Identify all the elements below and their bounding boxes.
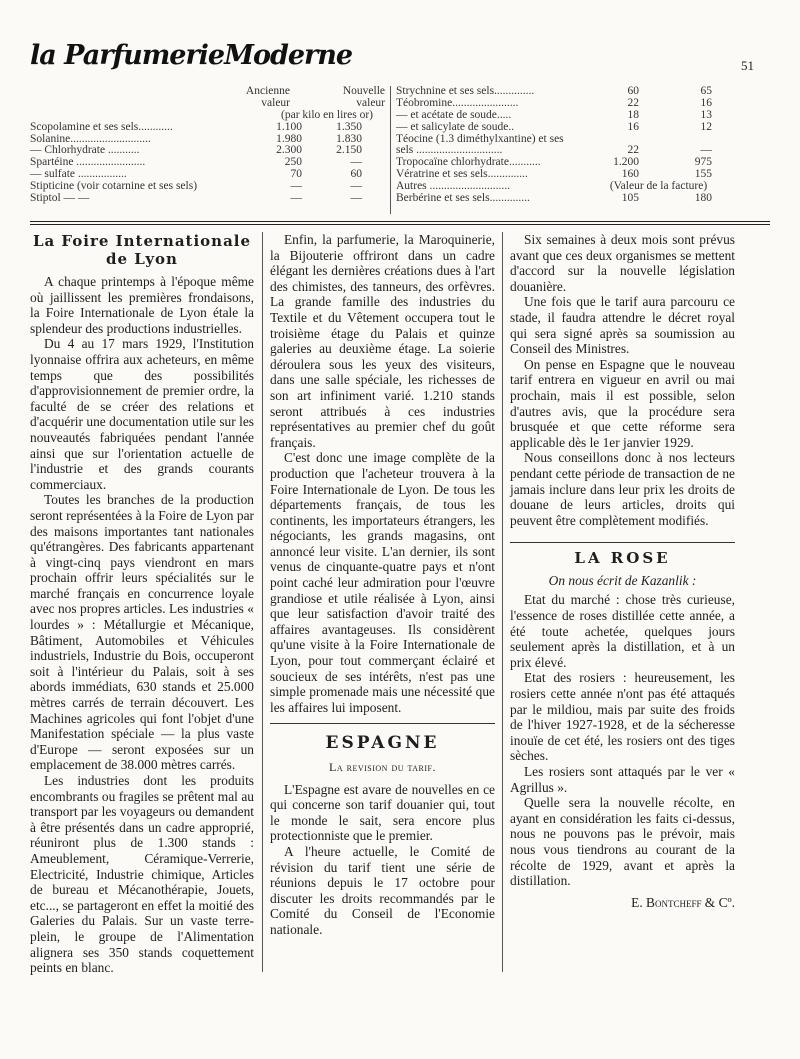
old-value: 1.100 bbox=[276, 120, 302, 133]
new-value: 1.830 bbox=[336, 132, 362, 145]
old-value: 1.980 bbox=[276, 132, 302, 145]
section-divider bbox=[30, 224, 770, 225]
table-row bbox=[396, 98, 716, 110]
table-row bbox=[396, 110, 716, 122]
paragraph: L'Espagne est avare de nouvelles en ce qui concerne son tarif douanier qui, tout le monde le sait, sera encore plus protectionniste que le premier. bbox=[270, 781, 495, 844]
title-line: La Foire Internationale bbox=[32, 232, 252, 250]
paragraph: Les industries dont les produits encombrants ou fragiles se prêtent mal au transport par les voyageurs ou demandent à être présentés dans un cadre approprié, réuniront plus de 1.300 stands : Ameublement, Céramique-Verrerie, Electricité, Industrie chimique, Articles de bureau et Mécanothérapie, Jouets, etc..., se partageront en effet la moitié des Galeries du Palais. Sur un vaste terre-plein, le groupe de l'Alimentation alignera ses 350 stands coquettement peints en blanc. bbox=[30, 773, 254, 976]
old-value: 105 bbox=[621, 192, 639, 205]
column-divider bbox=[502, 232, 503, 972]
old-value: 18 bbox=[627, 108, 639, 121]
product-name: — et acétate de soude..... bbox=[396, 108, 512, 121]
product-name: Tropocaïne chlorhydrate........... bbox=[396, 156, 541, 169]
new-value: 60 bbox=[350, 168, 362, 181]
product-name: Scopolamine et ses sels............ bbox=[30, 120, 173, 133]
table-body bbox=[396, 86, 716, 205]
article-title-foire bbox=[30, 232, 254, 268]
paragraph: Enfin, la parfumerie, la Maroquinerie, la Bijouterie offriront dans un cadre élégant les dernières créations dues à l'art des chimistes, des tanneurs, des orfèvres. La grande famille des industries du Textile et du Vêtement occupera tout le troisième étage du Palais et quinze galeries au deuxième étage. La soierie déroulera sous les yeux des visiteurs, dans une salle spéciale, les richesses de son art infiniment varié. 1.210 stands seront attribués à ces industries représentatives au premier chef du goût français. bbox=[270, 232, 495, 450]
column-1 bbox=[30, 232, 254, 976]
column-3 bbox=[510, 232, 735, 910]
product-name: Téocine (1.3 diméthylxantine) et ses bbox=[396, 132, 564, 145]
header-old-line2: valeur bbox=[261, 96, 290, 109]
new-value: 16 bbox=[700, 96, 712, 109]
section-divider bbox=[30, 221, 770, 222]
new-value: 65 bbox=[700, 85, 712, 97]
product-name: sels .............................. bbox=[396, 144, 503, 157]
table-row bbox=[30, 122, 385, 134]
price-table-left bbox=[30, 86, 385, 205]
old-value: 250 bbox=[284, 156, 302, 169]
new-value: — bbox=[350, 156, 362, 169]
new-value: 1.350 bbox=[336, 120, 362, 133]
product-name: Spartéine ........................ bbox=[30, 156, 146, 169]
product-name: Téobromine....................... bbox=[396, 96, 519, 109]
paragraph: Les rosiers sont attaqués par le ver « Agrillus ». bbox=[510, 764, 735, 795]
table-divider bbox=[390, 86, 391, 214]
table-header-row bbox=[30, 98, 385, 110]
masthead-logo: la ParfumerieModerne bbox=[30, 40, 353, 71]
table-row bbox=[396, 122, 716, 134]
product-name: — Chlorhydrate ........... bbox=[30, 144, 140, 157]
new-value: — bbox=[350, 192, 362, 205]
old-value: — bbox=[290, 180, 302, 193]
article-title-espagne: ESPAGNE bbox=[325, 733, 440, 754]
article-divider bbox=[510, 542, 735, 543]
paragraph: Six semaines à deux mois sont prévus avant que ces deux organismes se mettent d'accord sur la nouvelle législation douanière. bbox=[510, 232, 735, 294]
paragraph: Une fois que le tarif aura parcouru ce stade, il faudra attendre le décret royal qui sera signé après sa soumission au Conseil des Ministres. bbox=[510, 294, 735, 357]
header-old-line1: Ancienne bbox=[245, 85, 290, 97]
old-value: 1.200 bbox=[613, 156, 639, 169]
table-row bbox=[30, 193, 385, 205]
paragraph: C'est donc une image complète de la production que l'acheteur trouvera à la Foire Internationale de Lyon. De tous les départements français, de tous les continents, les importateurs étrangers, les négociants, les grands magasins, ont annoncé leur visite. L'an dernier, ils sont venus de cinquante-quatre pays et n'ont point caché leur admiration pour l'œuvre grandiose et utile réalisée à Lyon, ainsi que leur satisfaction d'avoir traité des affaires avantageuses. Ils considèrent qu'une visite à la Foire Internationale de Lyon, pour tout commerçant éclairé et soucieux de ses intérêts, n'est pas une simple promenade mais une nécessité que les affaires lui imposent. bbox=[270, 450, 495, 715]
old-value: 160 bbox=[621, 168, 639, 181]
paragraph: On pense en Espagne que le nouveau tarif entrera en vigueur en avril ou mai prochain, mais il est possible, selon d'autres avis, que la procédure sera brusquée et que cette réforme sera applicable dès le 1er janvier 1929. bbox=[510, 356, 735, 450]
article-subtitle: La revision du tarif. bbox=[329, 760, 436, 774]
new-value: — bbox=[700, 144, 712, 157]
old-value: 70 bbox=[290, 168, 302, 181]
header-unit: (par kilo en lires or) bbox=[281, 108, 373, 121]
column-2 bbox=[270, 232, 495, 938]
old-value: 22 bbox=[627, 96, 639, 109]
table-header-row bbox=[30, 86, 385, 98]
article-title-rose: LA ROSE bbox=[574, 549, 671, 568]
paragraph: Quelle sera la nouvelle récolte, en ayant en considération les faits ci-dessus, nous ne pouvons pas le prévoir, mais nous vous tiendrons au courant de la récolte de 1929, avant et après la distillation. bbox=[510, 795, 735, 889]
table-row bbox=[396, 193, 716, 205]
paragraph: Etat du marché : chose très curieuse, l'essence de roses distillée cette année, a été toute achetée, quelques jours seulement après la distillation, et à un prix élevé. bbox=[510, 592, 735, 670]
new-value: 975 bbox=[694, 156, 712, 169]
header-new-line1: Nouvelle bbox=[342, 85, 385, 97]
article-divider bbox=[270, 723, 495, 724]
new-value: 12 bbox=[700, 120, 712, 133]
signature: E. Bontcheff & Cº. bbox=[631, 894, 735, 910]
header-new-line2: valeur bbox=[356, 96, 385, 109]
product-name: Berbérine et ses sels.............. bbox=[396, 192, 530, 205]
table-body bbox=[30, 122, 385, 205]
value-note: (Valeur de la facture) bbox=[609, 180, 708, 193]
old-value: 22 bbox=[627, 144, 639, 157]
product-name: Strychnine et ses sels.............. bbox=[396, 85, 535, 97]
paragraph: Toutes les branches de la production seront représentées à la Foire de Lyon par des maisons importantes tant nationales qu'étrangères. Des fabricants appartenant à vingt-cinq pays viendront en mars prochain offrir leurs spécialités sur le marché français en concurrence loyale avec nos propres articles. Les industries « lourdes » : Métallurgie et Mécanique, Bâtiment, Automobiles et Véhicules industriels, Industrie du Bois, occuperont soit à l'intérieur du Palais, soit à ses abords immédiats, 630 stands et 25.000 mètres carrés de terrain découvert. Les Machines agricoles qui font l'objet d'une Manifestation spéciale — la plus vaste d'Europe — seront exposées sur un emplacement de 38.000 mètres carrés. bbox=[30, 492, 254, 773]
product-name: — sulfate ................. bbox=[30, 168, 127, 181]
old-value: 60 bbox=[627, 85, 639, 97]
price-table-right bbox=[396, 86, 716, 205]
product-name: Vératrine et ses sels.............. bbox=[396, 168, 528, 181]
page-number: 51 bbox=[741, 58, 754, 73]
paragraph: Etat des rosiers : heureusement, les rosiers cette année n'ont pas été attaqués par le mildiou, mais par suite des froids de l'hiver 1927-1928, et de la sécheresse inouïe de cet été, les rosiers ont des tiges sèches. bbox=[510, 670, 735, 764]
product-name: — et salicylate de soude.. bbox=[396, 120, 515, 133]
new-value: — bbox=[350, 180, 362, 193]
new-value: 180 bbox=[694, 192, 712, 205]
old-value: — bbox=[290, 192, 302, 205]
product-name: Stipticine (voir cotarnine et ses sels) bbox=[30, 180, 198, 193]
new-value: 13 bbox=[700, 108, 712, 121]
product-name: Stiptol — — bbox=[30, 192, 90, 205]
new-value: 155 bbox=[694, 168, 712, 181]
title-line: de Lyon bbox=[106, 250, 178, 268]
old-value: 16 bbox=[627, 120, 639, 133]
old-value: 2.300 bbox=[276, 144, 302, 157]
article-intro: On nous écrit de Kazanlik : bbox=[548, 572, 697, 588]
new-value: 2.150 bbox=[336, 144, 362, 157]
paragraph: Du 4 au 17 mars 1929, l'Institution lyonnaise offrira aux acheteurs, en même temps que des possibilités d'approvisionnement de premier ordre, la faculté de se créer des relations et d'acquérir une documentation utile sur les nouveautés fabriquées pendant l'année ainsi que sur l'orientation actuelle de l'industrie et des grands courants commerciaux. bbox=[30, 336, 254, 492]
product-name: Solanine............................ bbox=[30, 132, 151, 145]
table-header-row bbox=[30, 110, 385, 122]
paragraph: Nous conseillons donc à nos lecteurs pendant cette période de transaction de ne jamais inclure dans leur prix les droits de douane de leurs articles, droits qui peuvent être complètement modifiés. bbox=[510, 450, 735, 528]
paragraph: A chaque printemps à l'époque même où jaillissent les premières frondaisons, la Foire Internationale de Lyon étale la splendeur des productions industrielles. bbox=[30, 274, 254, 336]
paragraph: A l'heure actuelle, le Comité de révision du tarif tient une série de réunions depuis le 17 octobre pour discuter les droits recommandés par le Comité du Conseil de l'Economie nationale. bbox=[270, 843, 495, 937]
column-divider bbox=[262, 232, 263, 972]
product-name: Autres ............................ bbox=[396, 180, 511, 193]
